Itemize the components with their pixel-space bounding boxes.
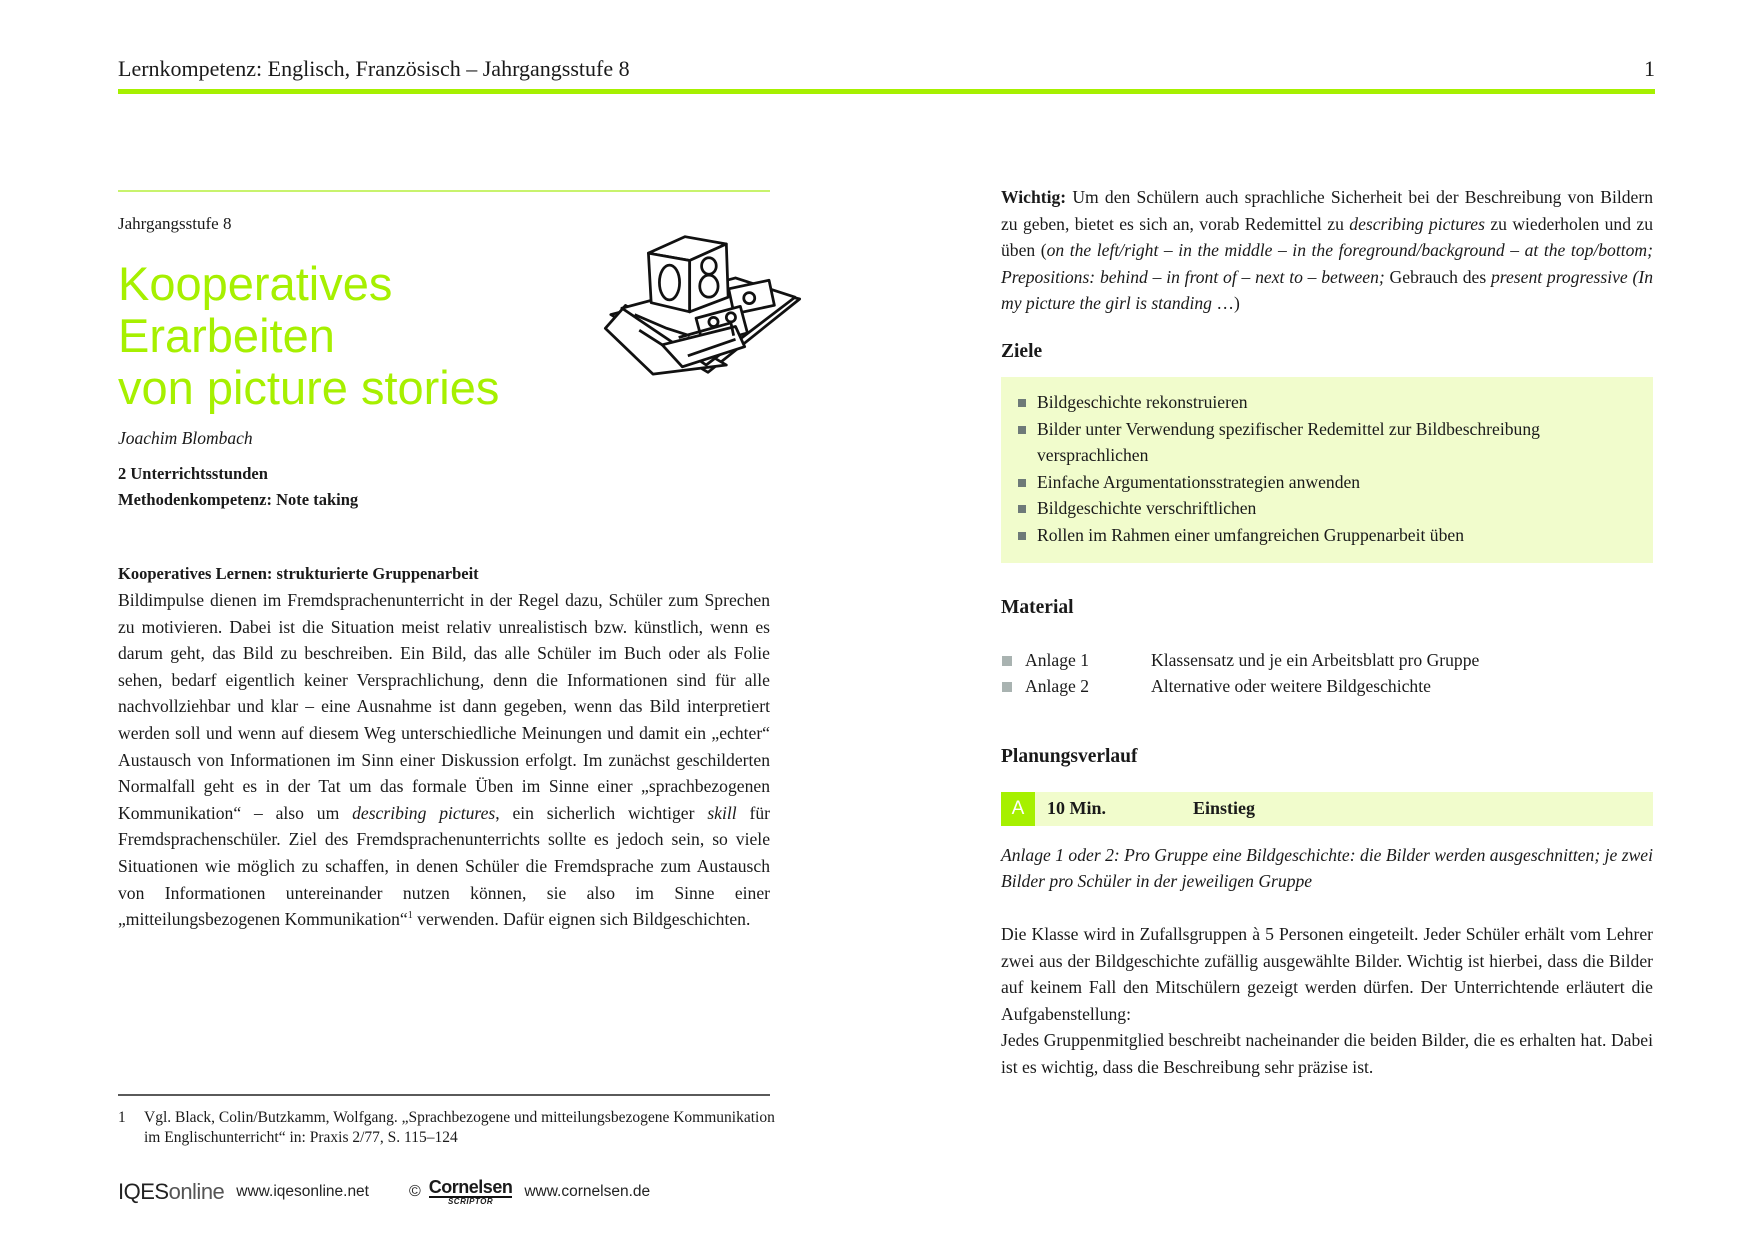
copyright-icon: © (409, 1183, 421, 1200)
planning-heading: Planungsverlauf (1001, 745, 1138, 767)
emphasis: describing pictures (1349, 213, 1485, 234)
emphasis: present progressive (In my picture the girl is standing (1001, 266, 1654, 314)
text-run: zu wiederholen und zu üben ( (1001, 213, 1654, 261)
goal-item (1001, 389, 1653, 416)
title-line: von picture stories (118, 361, 500, 414)
goal-text: Rollen im Rahmen einer umfangreichen Gruppenarbeit üben (1037, 524, 1464, 545)
emphasis: skill (707, 802, 737, 823)
material-desc: Klassensatz und je ein Arbeitsblatt pro Gruppe (1151, 649, 1480, 670)
footnote-number: 1 (118, 1109, 126, 1126)
text-run: verwenden. Dafür eignen sich Bildgeschichten. (412, 909, 751, 930)
iqes-logo-text: IQES (118, 1179, 169, 1204)
material-label: Anlage 2 (1025, 676, 1090, 697)
footnote (118, 1108, 778, 1148)
author: Joachim Blombach (118, 428, 253, 448)
picture-cards-dice-icon (598, 226, 818, 394)
text-run: für Fremdsprachenschüler. Ziel des Fremdsprachenunterrichts sollte es jedoch sein, so viele Situationen wie möglich zu schaffen, in denen Schüler die Fremdsprache zum Austausch von Informationen untereinander nutzen können, sie also im Sinne einer „mitteilungsbezogenen Kommunikation“ (118, 802, 770, 930)
bullet-icon (1018, 399, 1026, 407)
cornelsen-logo-text: Cornelsen (428, 1177, 513, 1197)
cornelsen-logo[interactable] (429, 1178, 513, 1206)
text-run: Um den Schülern auch sprachliche Sicherheit bei der Beschreibung von Bildern zu geben, bietet es sich an, vorab Redemittel zu (1001, 187, 1653, 234)
phase-time: 10 Min. (1047, 798, 1107, 819)
material-heading: Material (1001, 596, 1074, 618)
grade-label: Jahrgangsstufe 8 (118, 214, 232, 233)
phase-body-2: Jedes Gruppenmitglied beschreibt nacheinander die beiden Bilder, die es erhalten hat. Dabei ist es wichtig, dass die Beschreibung sehr präzise ist. (1001, 1030, 1653, 1077)
material-item (1001, 673, 1653, 700)
bullet-icon (1018, 426, 1026, 434)
page-number: 1 (1644, 56, 1655, 81)
goal-text: Bilder unter Verwendung spezifischer Redemittel zur Bildbeschreibung versprachlichen (1037, 418, 1540, 466)
goal-text: Bildgeschichte verschriftlichen (1037, 498, 1257, 519)
bullet-icon (1018, 505, 1026, 513)
important-note (1001, 184, 1653, 317)
method-competence: Methodenkompetenz: Note taking (118, 490, 359, 509)
material-label: Anlage 1 (1025, 649, 1090, 670)
footnote-text: Vgl. Black, Colin/Butzkamm, Wolfgang. „Sprachbezogene und mitteilungsbezogene Kommunikation im Englischunterricht“ in: Praxis 2/77, S. 115–124 (144, 1109, 775, 1146)
material-list (1001, 647, 1653, 700)
title-rule (118, 190, 770, 192)
intro-paragraph (118, 587, 770, 933)
goal-item (1001, 416, 1653, 469)
footer (118, 1176, 650, 1208)
emphasis: describing pictures (352, 802, 496, 823)
goals-heading: Ziele (1001, 340, 1043, 362)
running-head: Lernkompetenz: Englisch, Französisch – Jahrgangsstufe 8 (118, 56, 630, 81)
cornelsen-logo-subtext: SCRIPTOR (447, 1197, 494, 1206)
goal-text: Bildgeschichte rekonstruieren (1037, 391, 1248, 412)
lesson-meta (118, 461, 770, 513)
phase-bar (1001, 792, 1653, 826)
bullet-icon (1018, 479, 1026, 487)
phase-letter: A (1001, 792, 1035, 826)
footnote-rule (118, 1094, 770, 1096)
material-item (1001, 647, 1653, 674)
goal-item (1001, 469, 1653, 496)
phase-material-note: Anlage 1 oder 2: Pro Gruppe eine Bildgeschichte: die Bilder werden ausgeschnitten; je zwei Bilder pro Schüler in der jeweiligen Gruppe (1001, 844, 1653, 892)
note-label: Wichtig: (1001, 187, 1067, 207)
goal-item (1001, 522, 1653, 549)
emphasis: on the left/right – in the middle – in the foreground/background – at the top/bottom; Prepositions: behind – in front of – next to – between; (1001, 240, 1653, 287)
cornelsen-link[interactable]: www.cornelsen.de (524, 1183, 651, 1200)
bullet-icon (1002, 682, 1012, 692)
text-run: Bildimpulse dienen im Fremdsprachenunterricht in der Regel dazu, Schüler zum Sprechen zu motivieren. Dabei ist die Situation meist relativ unrealistisch bzw. künstlich, wenn es darum geht, das Bild zu beschreiben. Ein Bild, das alle Schüler im Buch oder als Folie sehen, bedarf eigentlich keiner Versprachlichung, denn die Informationen sind für alle nachvollziehbar und klar – eine Ausnahme ist dann gegeben, wenn das Bild interpretiert werden soll und wenn auf diesem Weg unterschiedliche Meinungen und damit ein „echter“ Austausch von Informationen im Sinn einer Diskussion erfolgt. Im zunächst geschilderten Normalfall geht es in der Tat um das formale Üben im Sinne einer „sprachbezogenen Kommunikation“ – also um (118, 590, 770, 823)
iqes-link[interactable]: www.iqesonline.net (236, 1183, 369, 1200)
text-run: …) (1211, 293, 1240, 314)
footnote-ref[interactable]: 1 (407, 910, 413, 922)
phase-title: Einstieg (1193, 798, 1256, 819)
text-run: , ein sicherlich wichtiger (495, 802, 708, 823)
phase-body: Die Klasse wird in Zufallsgruppen à 5 Personen eingeteilt. Jeder Schüler erhält vom Lehrer zwei aus der Bildgeschichte zufällig ausgewählte Bilder. Wichtig ist hierbei, dass die Bilder auf keinem Fall den Mitschülern gezeigt werden dürfen. Der Unterrichtende erläutert die Aufgabenstellung: (1001, 923, 1653, 1024)
goal-text: Einfache Argumentationsstrategien anwenden (1037, 471, 1361, 492)
iqes-logo-text: online (168, 1179, 225, 1204)
title-line: Kooperatives (118, 257, 393, 310)
material-desc: Alternative oder weitere Bildgeschichte (1151, 676, 1431, 697)
goal-item (1001, 495, 1653, 522)
right-column (1001, 184, 1653, 1080)
goals-box (1001, 377, 1653, 563)
title-line: Erarbeiten (118, 309, 335, 362)
section-heading: Kooperatives Lernen: strukturierte Gruppenarbeit (118, 564, 479, 583)
text-run: Gebrauch des (1384, 266, 1491, 287)
lesson-count: 2 Unterrichtsstunden (118, 464, 268, 483)
iqes-logo[interactable] (118, 1179, 224, 1205)
header-rule (118, 89, 1655, 94)
bullet-icon (1018, 532, 1026, 540)
bullet-icon (1002, 656, 1012, 666)
